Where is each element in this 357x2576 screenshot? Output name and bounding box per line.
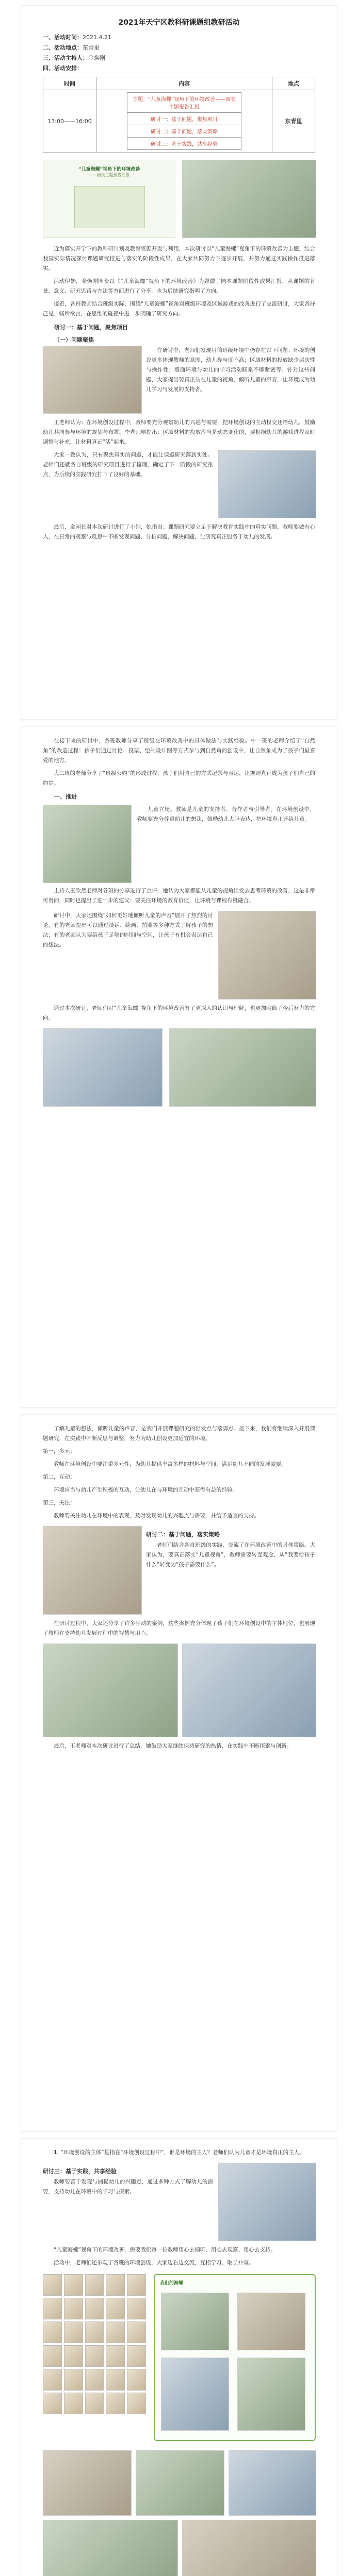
wall-photo bbox=[64, 2274, 83, 2296]
sharing-photo bbox=[218, 2163, 316, 2241]
report-card-1 bbox=[21, 5, 337, 720]
page-title: 2021年天宁区教科研课题组教研活动 bbox=[118, 19, 240, 27]
wall-photo bbox=[106, 2274, 125, 2296]
wall-photo bbox=[43, 2369, 62, 2391]
place-value: 东青里 bbox=[83, 44, 100, 51]
wall-photo bbox=[127, 2393, 146, 2414]
wall-photo bbox=[106, 2345, 125, 2367]
practice-block bbox=[43, 805, 315, 882]
paragraph: 活动中，老师们还参观了各班的环境创设，大家边看边交流，互相学习、取长补短。 bbox=[54, 2260, 254, 2266]
wall-photo bbox=[127, 2298, 146, 2319]
poster-illustration bbox=[74, 186, 145, 228]
wall-photo bbox=[43, 2345, 62, 2367]
paragraph: 大二班的老师分享了“班级公约”的形成过程，孩子们用自己的方式记录与表达，让规则真正成为孩子们自己的约定。 bbox=[43, 770, 315, 786]
case-photo bbox=[182, 1643, 316, 1737]
wall-photo bbox=[64, 2393, 83, 2414]
board-photo bbox=[237, 2293, 305, 2350]
paragraph: 主持人王欣然老师对各班的分享进行了点评，她认为大家都能从儿童的视角出发去思考环境的改善，这是非常可贵的，同时也提出了进一步的建议：要关注环境的教育价值，让环境与课程有机融合。 bbox=[43, 888, 315, 904]
wall-photo bbox=[43, 2393, 62, 2414]
section-heading: 研讨一：基于问题，聚焦项目 bbox=[54, 324, 128, 331]
paragraph: “儿童海螺”视角下的环境改善，需要我们每一位教师用心去倾听、用心去观察、用心去支持。 bbox=[54, 2247, 276, 2253]
case-block bbox=[43, 1643, 315, 1736]
intro-paragraph: 近为落实开学下的教科研计划及教育资源开发与利用，本次研讨以“儿童海螺”视角下的环境改善为主题，结合我园实际情况探讨课题研究推进与落实的阶段性成果，在大家共同努力下逐步开展，并努力通过实践操作推进落实。 bbox=[43, 246, 315, 272]
meeting-photo bbox=[182, 160, 316, 238]
intro-images bbox=[43, 160, 315, 237]
paragraph: 在研讨过程中，大家还分享了许多生动的案例，这些案例充分体现了孩子们在环境创设中的主体地位，也展现了教师在支持幼儿发展过程中的智慧与用心。 bbox=[43, 1620, 315, 1636]
wall-photo bbox=[43, 2321, 62, 2343]
classroom-photo bbox=[169, 1028, 316, 1107]
activity-info bbox=[43, 32, 315, 74]
wall-photo bbox=[85, 2369, 104, 2391]
practice-photo bbox=[43, 805, 132, 883]
wall-photo bbox=[64, 2298, 83, 2319]
collage-photo bbox=[136, 2450, 224, 2516]
col-header-time: 时间 bbox=[43, 77, 96, 90]
list-label: 第一，多元： bbox=[43, 1448, 75, 1454]
host-value: 金焕刚 bbox=[88, 55, 105, 61]
time-value: 2021.4.21 bbox=[83, 34, 111, 41]
section-heading: 研讨二：基于问题，落实策略 bbox=[146, 1531, 220, 1538]
poster-collage bbox=[43, 2450, 315, 2576]
paragraph: 教师要善于发现与捕捉幼儿的兴趣点，通过多种方式了解幼儿的需要，支持幼儿在环境中的学习与探索。 bbox=[43, 2179, 213, 2195]
paragraph: 老师们结合各自班级的实践，交流了在环境改善中的具体策略。大家认为，要真正落实“儿童视角”，教师需要转变观念，从“我要给孩子什么”转变为“孩子需要什么”。 bbox=[146, 1542, 315, 1568]
host-label: 三、活动主持人： bbox=[43, 55, 88, 61]
paragraph: 1. “环境创设的主体”是指在“环境创设过程中”，谁是环境的主人？老师们认为儿童才是环境真正的主人。 bbox=[54, 2149, 305, 2156]
wall-photo bbox=[85, 2393, 104, 2414]
col-header-content: 内容 bbox=[96, 77, 272, 90]
board-title: 我们的海螺 bbox=[160, 2281, 184, 2286]
wall-photo bbox=[106, 2393, 125, 2414]
section-heading: 一、推进 bbox=[54, 793, 77, 800]
schedule-item: 研讨二：基于问题，落实策略 bbox=[127, 125, 241, 138]
classroom-block bbox=[43, 1028, 315, 1106]
environment-photo bbox=[218, 911, 316, 999]
paragraph: 教师在环境创设中要注重多元性，为幼儿提供丰富多样的材料与空间，满足幼儿不同的发展需要。 bbox=[54, 1461, 287, 1467]
wall-photo bbox=[64, 2369, 83, 2391]
wall-photo bbox=[85, 2298, 104, 2319]
environment-block bbox=[43, 911, 315, 998]
schedule-item: 研讨三：基于实践，共享经验 bbox=[151, 142, 218, 147]
wall-photo bbox=[106, 2369, 125, 2391]
board-photo bbox=[237, 2358, 305, 2431]
poster-title: “儿童海螺”视角下的环境改善 bbox=[78, 167, 140, 172]
paragraph: 研讨中，大家还围绕“如何更好地倾听儿童的声音”展开了热烈的讨论。有的老师提出可以通过谈话、绘画、拍照等多种方式了解孩子的想法；有的老师认为要给孩子足够的时间与空间，让孩子有机会表达自己的想法。 bbox=[43, 912, 213, 948]
paragraph: 在研讨中，老师们发现目前班级环境中仍存在以下问题：环境的创设更多体现教师的意图，幼儿参与度不高；区域材料的投放缺少层次性与操作性；墙面环境与幼儿的学习活动联系不够紧密等。针对这些问题，大家提出要真正站在儿童的视角，倾听儿童的声音，让环境成为幼儿学习与发展的支持者。 bbox=[146, 347, 315, 393]
schedule-item: 主题：“儿童海螺”视角下的环境改善——园长主题报告汇报 bbox=[127, 93, 241, 113]
poster-subtitle: ——园长主题报告汇报 bbox=[88, 173, 130, 177]
classroom-photo bbox=[43, 1028, 163, 1107]
wall-photo bbox=[106, 2298, 125, 2319]
schedule-place: 东青里 bbox=[272, 90, 315, 152]
wall-photo bbox=[127, 2345, 146, 2367]
wall-photo bbox=[43, 2274, 62, 2296]
report-card-3 bbox=[21, 1414, 337, 2131]
paragraph: 在接下来的研讨中，各班教师分享了班级在环境改善中的具体做法与实践经验。中一班的老师介绍了“自然角”的改造过程：孩子们通过讨论、投票、绘制设计图等方式参与到自然角的创设中，让自然角成为了孩子们最喜爱的地方。 bbox=[43, 738, 315, 764]
discussion-block-2 bbox=[43, 450, 315, 517]
paragraph: 环境应当与幼儿产生积极的互动，让幼儿在与环境的互动中获得有益的经验。 bbox=[54, 1487, 238, 1493]
schedule-label: 四、活动安排： bbox=[43, 65, 83, 72]
wall-photo bbox=[43, 2298, 62, 2319]
teacher-photo bbox=[218, 450, 316, 518]
display-board-block bbox=[43, 2274, 315, 2444]
wall-photo bbox=[85, 2321, 104, 2343]
schedule-table bbox=[43, 77, 315, 152]
list-label: 第二，互动： bbox=[43, 1474, 75, 1480]
section-subheading: （一）问题聚焦 bbox=[54, 336, 94, 343]
wall-photo bbox=[64, 2345, 83, 2367]
display-board bbox=[154, 2274, 316, 2441]
paragraph: 王老师认为：在环境创设过程中，教师要充分观察幼儿的兴趣与需要，把环境创设的主动权交还给幼儿，鼓励幼儿共同参与环境的规划与布置。李老师则提出：区域材料的投放应当是动态变化的，要根据幼儿的游戏进程及时调整与补充，让材料真正“活”起来。 bbox=[43, 419, 315, 445]
wall-photo bbox=[85, 2274, 104, 2296]
paragraph: 最后，王老师对本次研讨进行了总结，她鼓励大家继续保持研究的热情，在实践中不断探索与创新。 bbox=[54, 1743, 292, 1749]
report-card-2 bbox=[21, 726, 337, 1408]
paragraph: 活动伊始，金焕刚园长以《“儿童海螺”视角下的环境改善》为题做了园本课题阶段性成果汇报，从课题的背景、意义、研究思路与方法等方面进行了分享，也为后续研究指明了方向。 bbox=[43, 278, 315, 294]
col-header-place: 地点 bbox=[272, 77, 315, 90]
discussion-photo bbox=[43, 346, 142, 414]
sharing-block bbox=[43, 2163, 315, 2240]
collage-photo bbox=[43, 2450, 132, 2516]
paragraph: 通过本次研讨，老师们对“儿童海螺”视角下的环境改善有了更深入的认识与理解，也更加明确了今后努力的方向。 bbox=[43, 1005, 315, 1021]
schedule-time: 13:00——16:00 bbox=[43, 90, 96, 152]
board-photo bbox=[161, 2358, 229, 2431]
paragraph: 接着，各班教师结合班级实际，围绕“儿童海螺”视角对班级环境及区域游戏的改善进行了交流研讨，大家各抒己见、畅所欲言，在思维的碰撞中进一步明确了研究方向。 bbox=[43, 301, 315, 317]
paragraph: 儿童立场。教师是儿童的支持者、合作者与引导者。在环境创设中，教师要充分尊重幼儿的想法，鼓励幼儿大胆表达，把环境真正还给儿童。 bbox=[137, 806, 315, 822]
schedule-items bbox=[127, 92, 241, 150]
collage-photo bbox=[182, 2520, 316, 2576]
time-label: 一、活动时间： bbox=[43, 34, 83, 41]
paragraph: 大家一致认为，只有聚焦真实的问题，才能让课题研究落到实处。老师们还就各自班级的研究项目进行了梳理，确定了下一阶段的研究重点，为后续的实践研究打下了良好的基础。 bbox=[43, 452, 213, 478]
collage-photo bbox=[229, 2450, 316, 2516]
place-label: 二、活动地点： bbox=[43, 44, 83, 51]
strategy-block bbox=[43, 1526, 315, 1614]
wall-photo bbox=[106, 2321, 125, 2343]
section-heading: 研讨三：基于实践，共享经验 bbox=[43, 2168, 117, 2175]
wall-photo bbox=[127, 2369, 146, 2391]
wall-photo bbox=[85, 2345, 104, 2367]
paragraph: 最后，金园长对本次研讨进行了小结，她指出：课题研究要立足于解决教育实践中的真实问题，教师要做有心人，在日常的观察与反思中不断发现问题、分析问题、解决问题，让研究真正服务于幼儿的发展。 bbox=[43, 524, 315, 540]
board-photo bbox=[161, 2293, 229, 2350]
list-label: 第三，关注： bbox=[43, 1500, 75, 1506]
theme-poster bbox=[43, 160, 175, 238]
wall-photo bbox=[127, 2274, 146, 2296]
paragraph: 教师要关注幼儿在环境中的表现，及时发现幼儿的兴趣点与需要，并给予适宜的支持。 bbox=[54, 1513, 259, 1519]
paragraph: 了解儿童的想法，倾听儿童的声音，是我们开展课题研究的出发点与落脚点。接下来，我们将继续深入开展课题研究，在实践中不断反思与调整，努力为幼儿创设更加适宜的环境。 bbox=[43, 1426, 315, 1442]
case-photo bbox=[43, 1643, 178, 1737]
wall-photo bbox=[127, 2321, 146, 2343]
photo-wall bbox=[43, 2274, 146, 2414]
schedule-item: 研讨一：基于问题，聚焦项目 bbox=[127, 113, 241, 125]
collage-photo bbox=[43, 2520, 178, 2576]
discussion-block bbox=[43, 346, 315, 413]
report-card-4 bbox=[21, 2138, 337, 2576]
strategy-photo bbox=[43, 1526, 142, 1615]
wall-photo bbox=[64, 2321, 83, 2343]
